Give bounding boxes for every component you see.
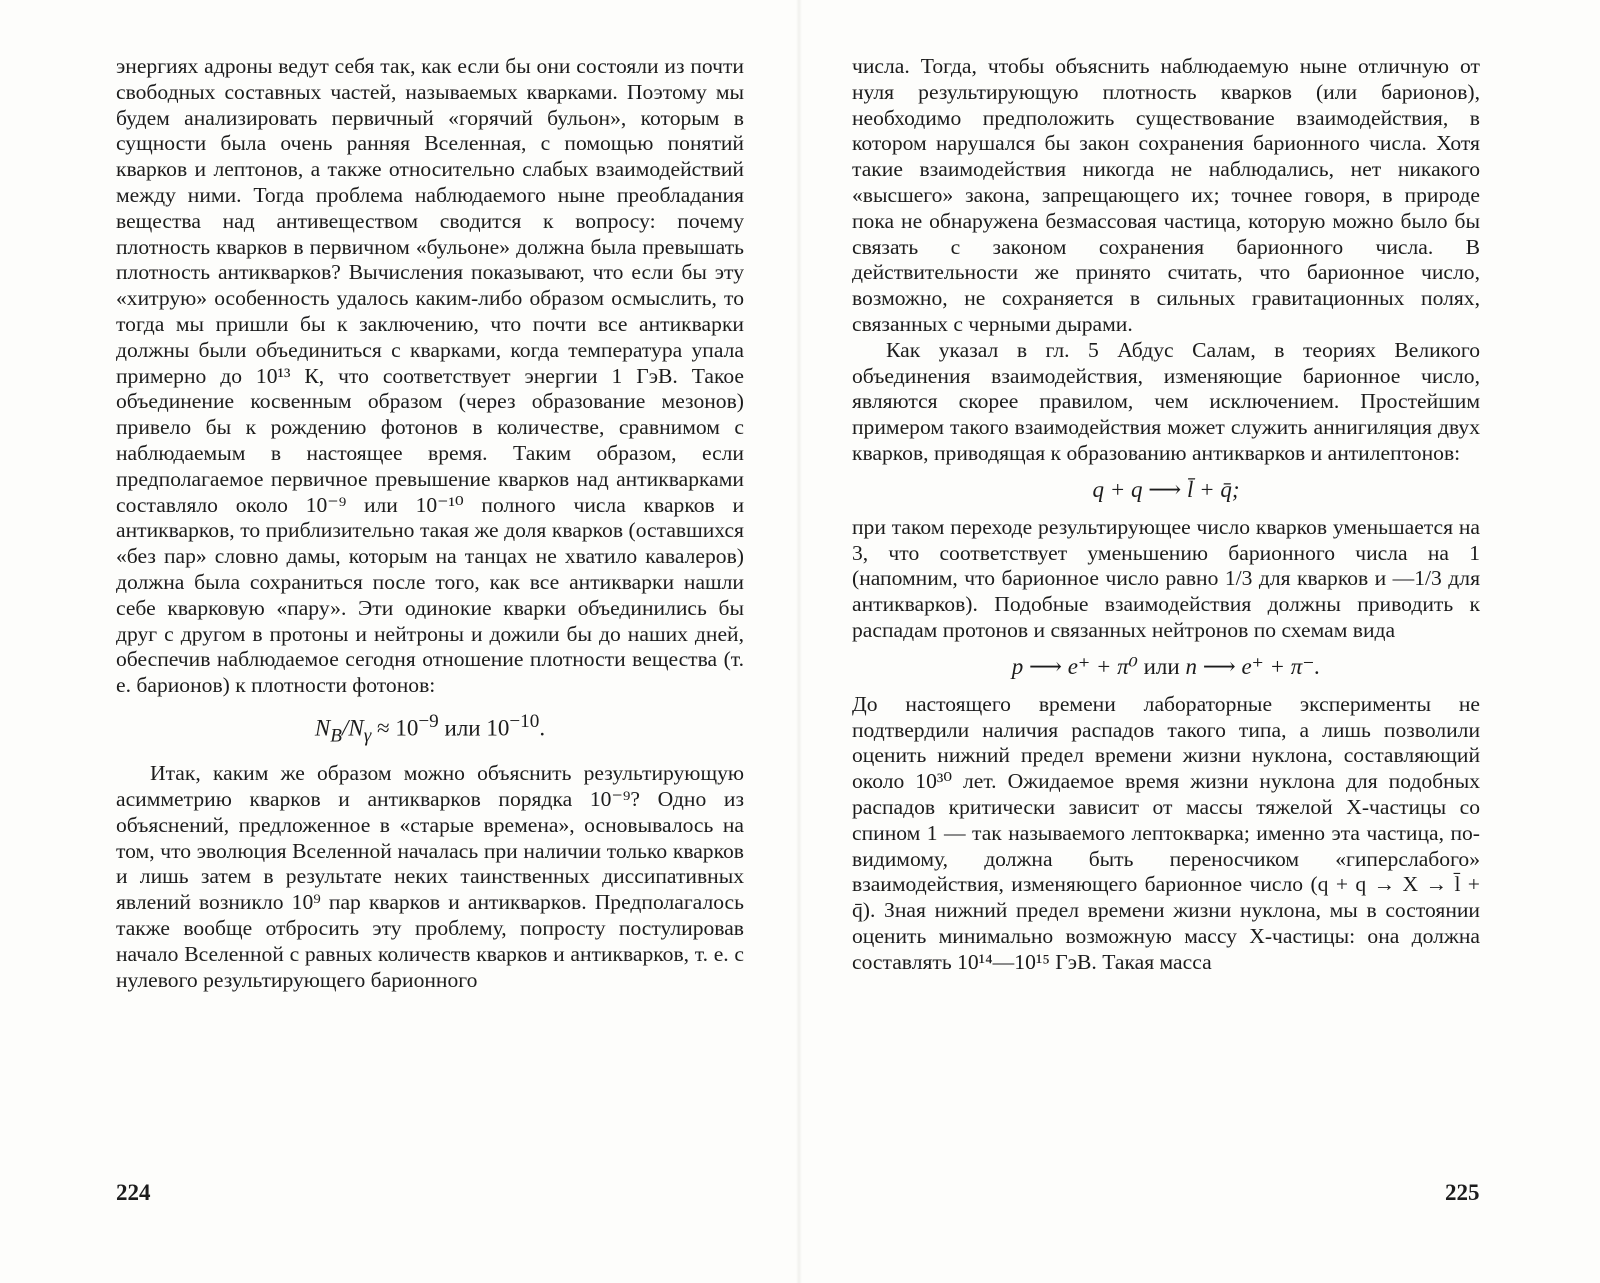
right-paragraph-3: при таком переходе результирующее число кварков уменьшается на 3, что соответствует уменьшению барионного числа на 1 (напомним, что барионное число равно 1/3 для кварков и —1/3 для антикварков). Подобные взаимодействия должны приводить к распадам протонов и связанных нейтронов по схемам вида bbox=[852, 514, 1480, 642]
page-number-left: 224 bbox=[116, 1180, 151, 1205]
right-paragraph-4: До настоящего времени лабораторные эксперименты не подтвердили наличия распадов такого типа, а лишь позволили оценить нижний предел времени жизни нуклона, составляющий около 10³⁰ лет. Ожидаемое время жизни нуклона для подобных распадов критически зависит от массы тяжелой X-частицы со спином 1 — так называемого лептокварка; именно эта частица, по-видимому, должна быть переносчиком «гиперслабого» взаимодействия, изменяющего барионное число (q + q → X → l̄ + q̄). Зная нижний предел времени жизни нуклона, мы в состоянии оценить минимально возможную массу X-частицы: она должна составлять 10¹⁴—10¹⁵ ГэВ. Такая масса bbox=[852, 691, 1480, 974]
formula-quark-annihilation: q + q ⟶ l̄ + q̄; bbox=[1092, 476, 1240, 502]
formula-term: /N bbox=[341, 715, 364, 741]
book-gutter bbox=[796, 0, 802, 1283]
right-paragraph-2: Как указал в гл. 5 Абдус Салам, в теориях Великого объединения взаимодействия, изменяющие барионное число, являются скорее правилом, чем исключением. Простейшим примером такого взаимодействия может служить аннигиляция двух кварков, приводящая к образованию антикварков и антилептонов: bbox=[852, 337, 1480, 465]
right-paragraph-1: числа. Тогда, чтобы объяснить наблюдаемую ныне отличную от нуля результирующую плотность кварков (или барионов), необходимо предположить существование взаимодействия, в котором нарушался бы закон сохранения барионного числа. Хотя такие взаимодействия никогда не наблюдались, нет никакого «высшего» закона, запрещающего их; точнее говоря, в природе пока не обнаружена безмассовая частица, которую можно было бы связать с законом сохранения барионного числа. В действительности же принято считать, что барионное число, возможно, не сохраняется в сильных гравитационных полях, связанных с черными дырами. bbox=[852, 54, 1480, 336]
formula-term: n ⟶ e⁺ + π⁻. bbox=[1185, 653, 1321, 679]
right-page bbox=[852, 54, 1480, 976]
formula-term: p ⟶ e⁺ + π⁰ bbox=[1011, 653, 1138, 679]
formula-exp: −9 bbox=[418, 710, 439, 732]
formula-sub: γ bbox=[363, 725, 372, 747]
formula-term: N bbox=[314, 715, 331, 741]
formula-term: 10 bbox=[486, 715, 510, 741]
page-number-right: 225 bbox=[1445, 1180, 1480, 1205]
left-paragraph-2: Итак, каким же образом можно объяснить результирующую асимметрию кварков и антикварков порядка 10⁻⁹? Одно из объяснений, предложенное в «старые времена», основывалось на том, что эволюция Вселенной началась при наличии только кварков и лишь затем в результате неких таинственных диссипативных явлений возникло 10⁹ пар кварков и антикварков. Предполагалось также вообще отбросить эту проблему, попросту постулировав начало Вселенной с равных количеств кварков и антикварков, т. е. с нулевого результирующего барионного bbox=[116, 761, 744, 992]
left-page bbox=[116, 54, 744, 993]
formula-sub: B bbox=[330, 725, 342, 747]
formula-term: . bbox=[539, 715, 546, 741]
formula-word: или bbox=[1137, 653, 1186, 679]
formula-exp: −10 bbox=[509, 710, 540, 732]
formula-term: ≈ 10 bbox=[371, 715, 419, 741]
formula-baryon-photon-ratio bbox=[116, 707, 744, 751]
formula-word: или bbox=[438, 715, 487, 741]
formula-proton-decay bbox=[852, 652, 1480, 682]
left-paragraph-1: энергиях адроны ведут себя так, как если бы они состояли из почти свободных составных частей, называемых кварками. Поэтому мы будем анализировать первичный «горячий бульон», которым в сущности была очень ранняя Вселенная, с помощью понятий кварков и лептонов, а также относительно слабых взаимодействий между ними. Тогда проблема наблюдаемого ныне преобладания вещества над антивеществом сводится к вопросу: почему плотность кварков в первичном «бульоне» должна была превышать плотность антикварков? Вычисления показывают, что если бы эту «хитрую» особенность удалось каким-либо образом осмыслить, то тогда мы пришли бы к заключению, что почти все антикварки должны были объединиться с кварками, когда температура упала примерно до 10¹³ К, что соответствует энергии 1 ГэВ. Такое объединение косвенным образом (через образование мезонов) привело бы к рождению фотонов в количестве, сравнимом с наблюдаемым в настоящее время. Таким образом, если предполагаемое первичное превышение кварков над антикварками составляло около 10⁻⁹ или 10⁻¹⁰ полного числа кварков и антикварков, то приблизительно такая же доля кварков (оставшихся «без пар» словно дамы, которым на танцах не хватило кавалеров) должна была сохраниться после того, как все антикварки нашли себе кварковую «пару». Эти одинокие кварки объединились бы друг с другом в протоны и нейтроны и дожили бы до наших дней, обеспечив наблюдаемое сегодня отношение плотности вещества (т. е. барионов) к плотности фотонов: bbox=[116, 54, 744, 698]
